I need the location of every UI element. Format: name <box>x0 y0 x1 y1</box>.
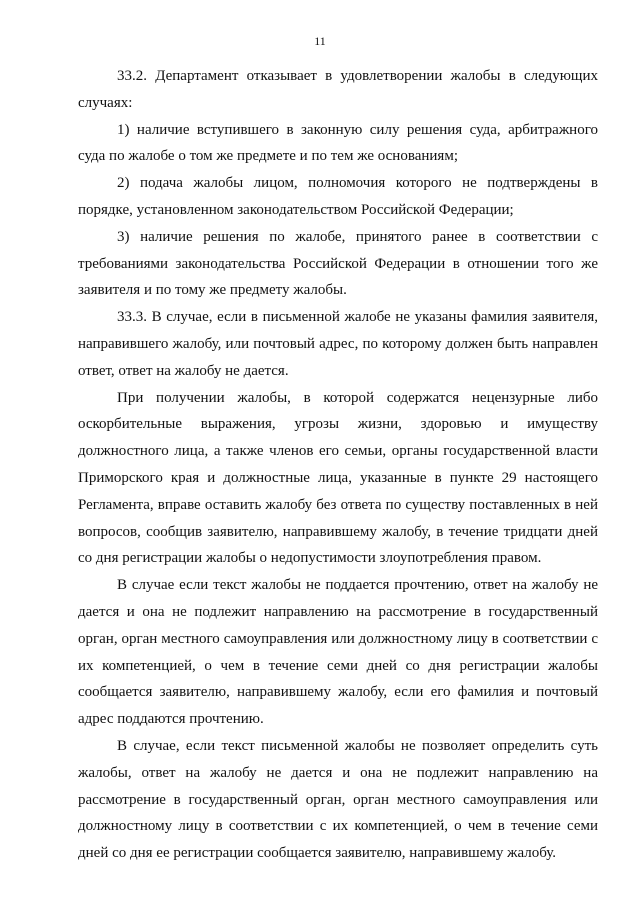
paragraph-undetermined-essence: В случае, если текст письменной жалобы не позволяет определить суть жалобы, ответ на жалобу не дается и она не подлежит направлению на рассмотрение в государственный орган, орган местного самоуправления или должностному лицу в соответствии с их компетенцией, о чем в течение семи дней со дня ее регистрации сообщается заявителю, направившему жалобу. <box>78 737 598 862</box>
paragraph-item-1: 1) наличие вступившего в законную силу решения суда, арбитражного суда по жалобе о том же предмете и по тем же основаниям; <box>78 121 598 165</box>
paragraph-item-2: 2) подача жалобы лицом, полномочия которого не подтверждены в порядке, установленном законодательством Российской Федерации; <box>78 175 598 218</box>
document-body <box>78 63 598 867</box>
paragraph-33-3: 33.3. В случае, если в письменной жалобе не указаны фамилия заявителя, направившего жалобу, или почтовый адрес, по которому должен быть направлен ответ, ответ на жалобу не дается. <box>78 309 598 379</box>
paragraph-unreadable-text: В случае если текст жалобы не поддается прочтению, ответ на жалобу не дается и она не подлежит направлению на рассмотрение в государственный орган, орган местного самоуправления или должностному лицу в соответствии с их компетенцией, о чем в течение семи дней со дня регистрации жалобы сообщается заявителю, направившему жалобу, если его фамилия и почтовый адрес поддаются прочтению. <box>78 577 598 728</box>
page-number: 11 <box>314 34 326 48</box>
paragraph-33-2: 33.2. Департамент отказывает в удовлетворении жалобы в следующих случаях: <box>78 68 598 111</box>
paragraph-item-3: 3) наличие решения по жалобе, принятого ранее в соответствии с требованиями законодательства Российской Федерации в отношении того же заявителя и по тому же предмету жалобы. <box>78 228 598 299</box>
paragraph-obscene-complaint: При получении жалобы, в которой содержатся нецензурные либо оскорбительные выражения, угрозы жизни, здоровью и имуществу должностного лица, а также членов его семьи, органы государственной власти Приморского края и должностные лица, указанные в пункте 29 настоящего Регламента, вправе оставить жалобу без ответа по существу поставленных в ней вопросов, сообщив заявителю, направившему жалобу, в течение тридцати дней со дня регистрации жалобы о недопустимости злоупотребления правом. <box>78 389 598 567</box>
